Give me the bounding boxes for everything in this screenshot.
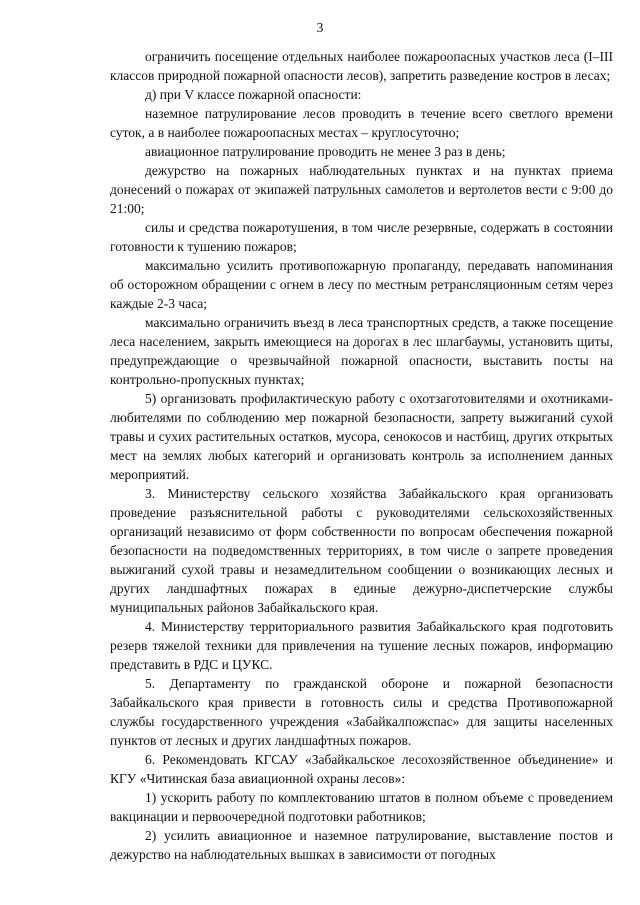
- paragraph-item-4-territorial: 4. Министерству территориального развития Забайкальского края подготовить резерв тяжелой техники для привлечения на тушение лесных пожаров, информацию представить в РДС и ЦУКС.: [110, 619, 613, 672]
- paragraph-propaganda: максимально усилить противопожарную пропаганду, передавать напоминания об осторожном обращении с огнем в лесу по местным ретрансляционным сетям через каждые 2-3 часа;: [110, 258, 613, 311]
- paragraph-item-5-hunters: 5) организовать профилактическую работу с охотзаготовителями и охотниками-любителями по соблюдению мер пожарной безопасности, запрету выжиганий сухой травы и сухих растительных остатков, мусора, сенокосов и настбищ, других открытых мест на землях любых категорий и организовать контроль за исполнением данных мероприятий.: [110, 391, 613, 482]
- paragraph-item-6-recommend: 6. Рекомендовать КГСАУ «Забайкальское лесохозяйственное объединение» и КГУ «Читинская база авиационной охраны лесов»:: [110, 752, 613, 786]
- paragraph-subitem-1-staffing: 1) ускорить работу по комплектованию штатов в полном объеме с проведением вакцинации и первоочередной подготовки работников;: [110, 790, 613, 824]
- paragraph-ground-patrol: наземное патрулирование лесов проводить в течение всего светлого времени суток, а в наиболее пожароопасных местах – круглосуточно;: [110, 106, 613, 140]
- paragraph-air-patrol: авиационное патрулирование проводить не менее 3 раз в день;: [145, 144, 506, 159]
- paragraph-forces-ready: силы и средства пожаротушения, в том числе резервные, содержать в состоянии готовности к тушению пожаров;: [110, 220, 613, 254]
- paragraph-watch-duty: дежурство на пожарных наблюдательных пунктах и на пунктах приема донесений о пожарах от экипажей патрульных самолетов и вертолетов вести с 9:00 до 21:00;: [110, 163, 613, 216]
- page-number: 3: [316, 20, 324, 35]
- paragraph-class-5-heading: д) при V классе пожарной опасности:: [145, 87, 362, 102]
- paragraph-restrict-entry: максимально ограничить въезд в леса транспортных средств, а также посещение леса населением, закрыть имеющиеся на дорогах в лес шлагбаумы, установить щиты, предупреждающие о чрезвычайной пожарной опасности, выставить посты на контрольно-пропускных пунктах;: [110, 315, 613, 387]
- paragraph-item-5-civil-defense: 5. Департаменту по гражданской обороне и пожарной безопасности Забайкальского края привести в готовность силы и средства Противопожарной службы государственного учреждения «Забайкалпожспас» для защиты населенных пунктов от лесных и других ландшафтных пожаров.: [110, 676, 613, 748]
- paragraph-item-3-agriculture: 3. Министерству сельского хозяйства Забайкальского края организовать проведение разъяснительной работы с руководителями сельскохозяйственных организаций независимо от форм собственности по вопросам обеспечения пожарной безопасности на подведомственных территориях, в том числе о запрете проведения выжиганий сухой травы и незамедлительном сообщении о возникающих лесных и других ландшафтных пожарах в единые дежурно-диспетчерские службы муниципальных районов Забайкальского края.: [110, 486, 613, 615]
- document-body: [110, 47, 613, 864]
- paragraph-restrict-visits: ограничить посещение отдельных наиболее пожароопасных участков леса (I–III классов природной пожарной опасности лесов), запретить разведение костров в лесах;: [110, 49, 613, 83]
- paragraph-subitem-2-patrol: 2) усилить авиационное и наземное патрулирование, выставление постов и дежурство на наблюдательных вышках в зависимости от погодных: [110, 828, 613, 862]
